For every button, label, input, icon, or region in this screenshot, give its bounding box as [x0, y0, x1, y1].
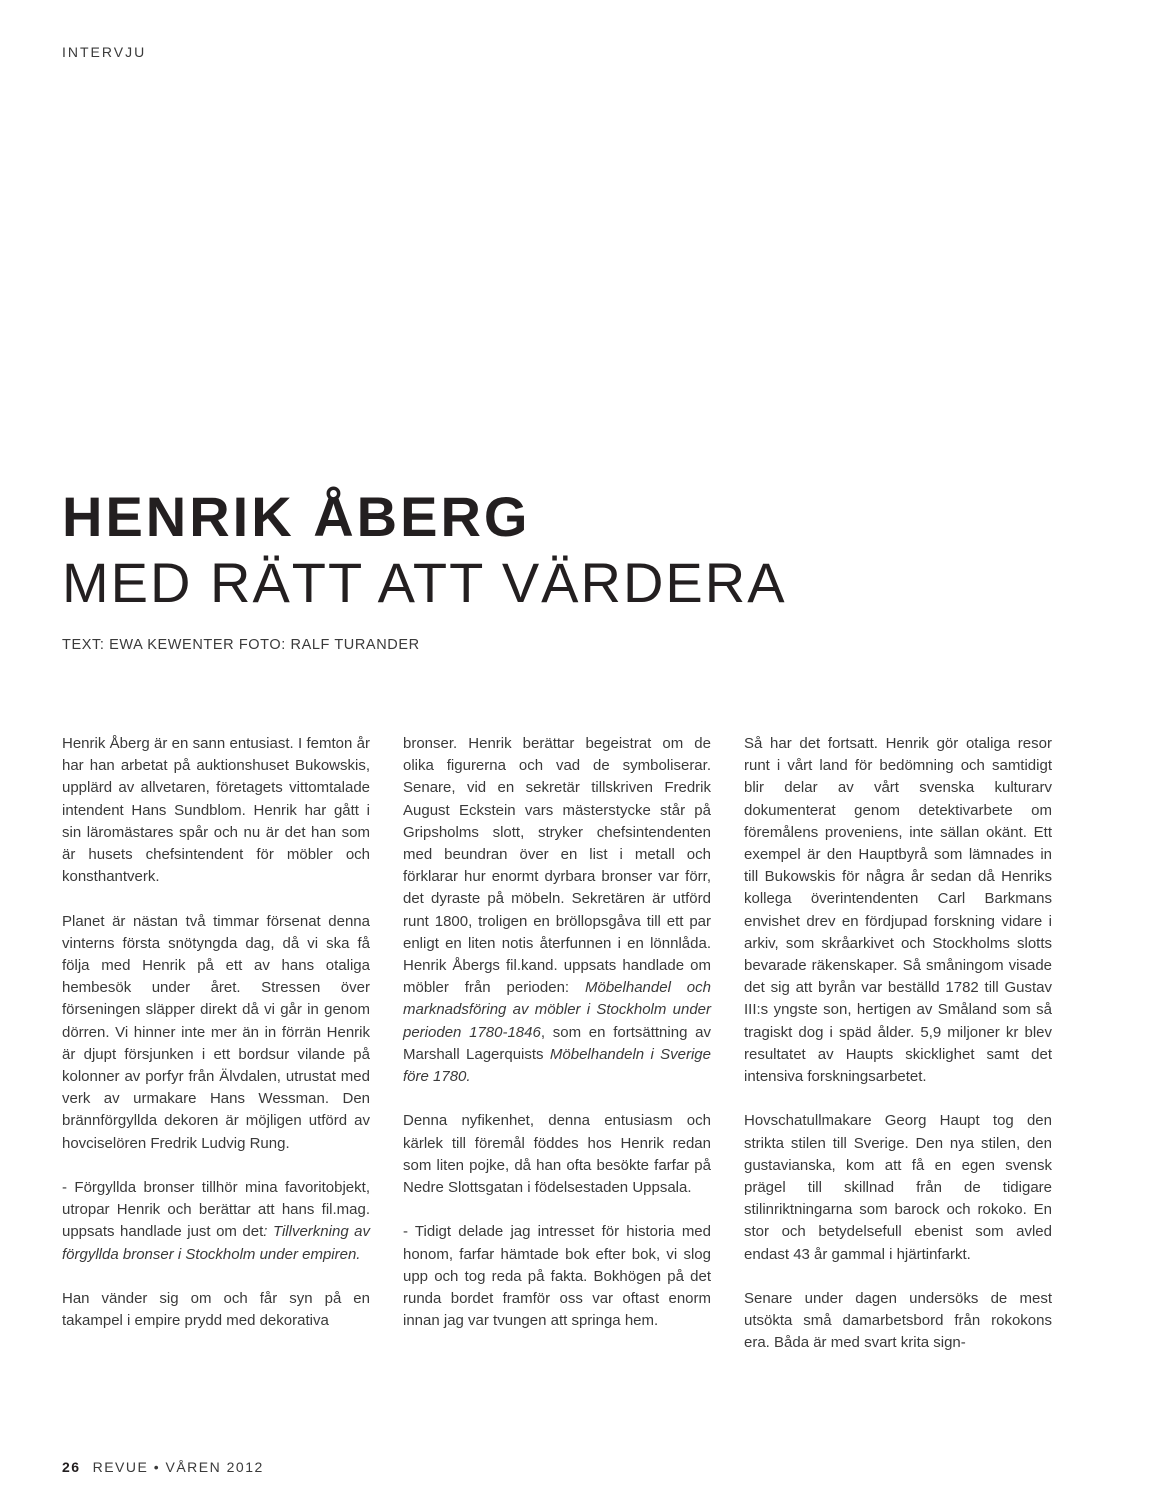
- paragraph: Hovschatullmakare Georg Haupt tog den strikta stilen till Sverige. Den nya stilen, den gustavianska, kom att få en egen svensk prägel till skillnad från de tidigare stilinriktningarna som barock och rokoko. En stor och betydelsefull ebenist som avled endast 43 år gammal i hjärtinfarkt.: [744, 1112, 1052, 1263]
- page-number: 26: [62, 1459, 81, 1475]
- title-subtitle: MED RÄTT ATT VÄRDERA: [62, 551, 787, 614]
- paragraph: Denna nyfikenhet, denna entusiasm och kärlek till föremål föddes hos Henrik redan som liten pojke, då han ofta besökte farfar på Nedre Slottsgatan i födelsestaden Uppsala.: [403, 1112, 711, 1197]
- text-column-1: [62, 733, 370, 1355]
- paragraph: [62, 1177, 370, 1266]
- paragraph-text: , som en fortsättning av Marshall Lagerquists: [403, 1023, 711, 1063]
- title-main: HENRIK ÅBERG: [62, 485, 531, 548]
- text-column-2: [403, 733, 711, 1355]
- article-title: [62, 484, 1112, 616]
- page-footer: [62, 1459, 264, 1475]
- section-label: INTERVJU: [62, 44, 147, 60]
- thesis-title: Möbelhandel och marknadsföring av möbler i Stockholm under perioden 1780-1846: [403, 979, 711, 1041]
- paragraph: Han vänder sig om och får syn på en takampel i empire prydd med dekorativa: [62, 1290, 370, 1330]
- thesis-title: : Tillverkning av förgyllda bronser i Stockholm under empiren.: [62, 1223, 371, 1263]
- paragraph: Senare under dagen undersöks de mest utsökta små damarbetsbord från rokokons era. Båda är med svart krita sign-: [744, 1290, 1052, 1352]
- text-column-3: [744, 733, 1052, 1377]
- paragraph-text: bronser. Henrik berättar begeistrat om de olika figurerna och vad de symboliserar. Senare, vid en sekretär tillskriven Fredrik August Eckstein vars mästerstycke står på Gripsholms slott, stryker chefsintendenten med beundran över en list i metall och förklarar hur enormt dyrbara bronser var förr, det dyraste på möbeln. Sekretären är utförd runt 1800, troligen en bröllopsgåva till ett par enligt en liten notis återfunnen i en lönnlåda. Henrik Åbergs fil.kand. uppsats handlade om möbler från perioden:: [403, 735, 711, 997]
- paragraph-text: - Förgyllda bronser tillhör mina favoritobjekt, utropar Henrik och berättar att hans fil.mag. uppsats handlade just om det: [62, 1179, 370, 1241]
- paragraph: - Tidigt delade jag intresset för historia med honom, farfar hämtade bok efter bok, vi slog upp och tog reda på fakta. Bokhögen på det runda bordet framför oss var oftast enorm innan jag var tvungen att springa hem.: [403, 1223, 711, 1330]
- book-title: Möbelhandeln i Sverige före 1780.: [403, 1045, 711, 1086]
- paragraph: Så har det fortsatt. Henrik gör otaliga resor runt i vårt land för bedömning och samtidigt blir delar av vårt svenska kulturarv dokumenterat genom detektivarbete om föremålens proveniens, inte sällan okänt. Ett exempel är den Hauptbyrå som lämnades in till Bukowskis för några år sedan då Henriks kollega överintendenten Carl Barkmans envishet drev en fördjupad forskning vidare i arkiv, som skråarkivet och Stockholms slotts bevarade räkenskaper. Så småningom visade det sig att byrån var beställd 1782 till Gustav III:s yngste son, hertigen av Småland som så tragiskt dog i späd ålder. 5,9 miljoner kr blev resultatet av Haupts skicklighet samt det intensiva forskningsarbetet.: [744, 735, 1052, 1086]
- publication-name: REVUE • VÅREN 2012: [92, 1459, 264, 1475]
- paragraph: Planet är nästan två timmar försenat denna vinterns första snötyngda dag, då vi ska få följa med Henrik på ett av hans otaliga hembesök under året. Stressen över förseningen släpper direkt då vi går in genom dörren. Vi hinner inte mer än in förrän Henrik är djupt försjunken i ett bordsur vilande på kolonner av porfyr från Älvdalen, utrustat med verk av urmakare Hans Wessman. Den brännförgyllda dekoren är möjligen utförd av hovciselören Fredrik Ludvig Rung.: [62, 912, 370, 1152]
- paragraph: [403, 733, 711, 1088]
- byline: TEXT: EWA KEWENTER FOTO: RALF TURANDER: [62, 637, 420, 653]
- paragraph: Henrik Åberg är en sann entusiast. I femton år har han arbetat på auktionshuset Bukowskis, upplärd av allvetaren, företagets vittomtalade intendent Hans Sundblom. Henrik har gått i sin läromästares spår och nu är det han som är husets chefsintendent för möbler och konsthantverk.: [62, 735, 370, 886]
